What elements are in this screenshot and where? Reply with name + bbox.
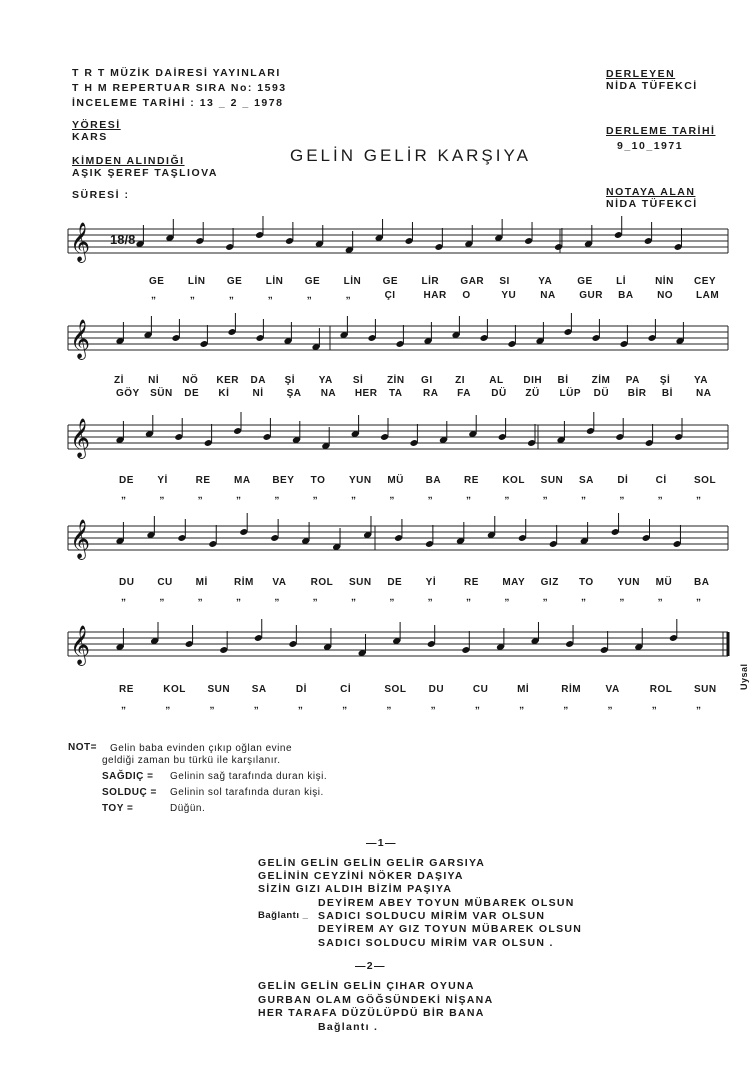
song-title: GELİN GELİR KARŞIYA [290, 146, 531, 165]
duration-label: SÜRESİ : [72, 189, 130, 201]
lyric-syllable: Yİ [157, 475, 168, 486]
lyric-syllable: BA [694, 577, 710, 588]
lyric-syllable: LİN [343, 276, 362, 287]
lyric-syllable-second: „ [389, 592, 396, 603]
lyric-syllable: RİM [561, 684, 582, 695]
lyric-syllable-second: Kİ [218, 388, 230, 399]
lyric-syllable-second: „ [474, 700, 482, 711]
collection-date-value: 9_10_1971 [617, 140, 684, 152]
verse-1-marker: —1— [366, 837, 397, 849]
source-label: KİMDEN ALINDIĞI [72, 155, 185, 167]
lyric-syllable-second: „ [159, 490, 166, 501]
lyric-syllable-second: „ [581, 490, 588, 501]
lyric-syllable: Sİ [352, 375, 364, 386]
lyric-syllable-second: „ [504, 592, 511, 603]
lyric-syllable-second: „ [197, 490, 205, 501]
lyric-syllable: YUN [349, 475, 372, 486]
lyric-syllable-second: „ [619, 490, 626, 501]
lyric-syllable-second: „ [159, 592, 166, 603]
treble-clef-icon: 𝄞 [70, 319, 91, 359]
lyric-syllable: RE [464, 475, 479, 486]
lyric-syllable-second: „ [542, 490, 550, 501]
lyric-syllable: Dİ [295, 684, 307, 695]
lyric-syllable-second: „ [696, 700, 703, 711]
def-desc-sagdic: Gelinin sağ tarafında duran kişi. [170, 771, 328, 782]
collection-date-label: DERLEME TARİHİ [606, 125, 716, 137]
lyric-syllable-second: „ [121, 490, 128, 501]
lyric-syllable: GE [382, 276, 399, 287]
lyric-syllable: SA [579, 475, 594, 486]
compiler-value: NİDA TÜFEKCİ [606, 80, 698, 92]
verse-1-line-3: SİZİN GIZI ALDIH BİZİM PAŞIYA [258, 883, 453, 895]
lyric-syllable: GE [577, 276, 593, 287]
lyric-syllable-second: ZÜ [525, 388, 540, 399]
lyric-syllable-second: „ [563, 700, 570, 711]
lyric-syllable-second: „ [581, 592, 588, 603]
lyric-syllable: GAR [460, 276, 485, 287]
lyric-syllable-second: „ [189, 290, 197, 301]
lyric-syllable: AL [489, 375, 504, 386]
lyric-syllable-second: GÖY [116, 388, 140, 399]
lyric-syllable: KOL [163, 684, 186, 695]
def-term-solduc: SOLDUÇ = [102, 787, 157, 798]
lyric-syllable-second: „ [657, 490, 665, 501]
lyric-syllable-second: „ [228, 290, 236, 301]
verse-1-line-1: GELİN GELİN GELİN GELİR GARSIYA [258, 857, 486, 869]
lyric-syllable-second: „ [236, 490, 243, 501]
lyric-syllable-second: „ [519, 700, 526, 711]
lyric-syllable: BA [425, 475, 442, 486]
lyric-syllable-second: NA [320, 388, 337, 399]
lyric-syllable: GE [149, 276, 165, 287]
lyric-syllable-second: ŞA [286, 388, 302, 399]
lyric-syllable: MA [234, 475, 251, 486]
lyric-syllable: RİM [234, 577, 254, 588]
lyric-syllable-second: „ [696, 490, 703, 501]
lyric-syllable: DE [119, 475, 134, 486]
lyric-syllable: Mİ [517, 684, 530, 695]
lyric-syllable: VA [272, 577, 287, 588]
publisher-line: T R T MÜZİK DAİRESİ YAYINLARI [72, 67, 281, 79]
def-term-toy: TOY = [102, 803, 134, 814]
lyric-syllable: CU [157, 577, 173, 588]
lyric-syllable-second: TA [388, 388, 403, 399]
lyric-syllable: SOL [384, 684, 407, 695]
lyric-syllable: GI [421, 375, 433, 386]
lyric-syllable: Şİ [284, 375, 296, 386]
lyric-syllable: RE [195, 475, 211, 486]
verse-1-line-5: SADICI SOLDUCU MİRİM VAR OLSUN [318, 910, 546, 922]
note-line-1: Gelin baba evinden çıkıp oğlan evine [110, 743, 293, 754]
review-date-line: İNCELEME TARİHİ : 13 _ 2 _ 1978 [72, 97, 284, 109]
lyric-syllable: DA [250, 375, 266, 386]
lyric-syllable: SUN [694, 684, 717, 695]
lyric-syllable-second: „ [312, 592, 320, 603]
lyric-syllable: PA [625, 375, 640, 386]
notation-label: NOTAYA ALAN [606, 186, 696, 198]
tempo-side-note: Uysal [739, 663, 749, 690]
lyric-syllable: NİN [655, 276, 674, 287]
notation-value: NİDA TÜFEKCİ [606, 198, 698, 210]
lyric-syllable: LİR [421, 276, 440, 287]
lyric-syllable-second: YU [501, 290, 517, 301]
lyric-syllable-second: „ [121, 700, 128, 711]
lyric-syllable: SUN [349, 577, 372, 588]
lyric-syllable-second: „ [312, 490, 320, 501]
lyric-syllable-second: „ [165, 700, 172, 711]
lyric-syllable-second: „ [197, 592, 205, 603]
verse-1-line-7: SADICI SOLDUCU MİRİM VAR OLSUN . [318, 937, 554, 949]
lyric-syllable-second: „ [236, 592, 243, 603]
lyric-syllable-second: Bİ [661, 388, 673, 399]
lyric-syllable-second: „ [209, 700, 216, 711]
verse-2-baglanti: Bağlantı . [318, 1021, 379, 1033]
lyric-syllable: Bİ [557, 375, 569, 386]
lyric-syllable: Nİ [148, 375, 160, 386]
lyric-syllable: Zİ [114, 375, 124, 386]
lyric-syllable-second: „ [504, 490, 511, 501]
treble-clef-icon: 𝄞 [70, 418, 91, 458]
lyric-syllable: ZİN [386, 375, 405, 386]
lyric-syllable-second: „ [389, 490, 396, 501]
lyric-syllable-second: „ [619, 592, 626, 603]
verse-2-marker: —2— [355, 960, 386, 972]
lyric-syllable: BEY [272, 475, 295, 486]
lyric-syllable: GE [226, 276, 243, 287]
lyric-syllable: VA [605, 684, 620, 695]
def-term-sagdic: SAĞDIÇ = [102, 771, 154, 782]
lyric-syllable: ROL [310, 577, 334, 588]
lyric-syllable: RE [464, 577, 479, 588]
lyric-syllable-second: HAR [423, 290, 447, 301]
lyric-syllable: MAY [502, 577, 526, 588]
lyric-syllable-second: „ [657, 592, 665, 603]
lyric-syllable-second: „ [466, 490, 473, 501]
lyric-syllable-second: „ [651, 700, 659, 711]
lyric-syllable: SA [251, 684, 267, 695]
lyric-syllable-second: DE [184, 388, 200, 399]
lyric-syllable: DU [428, 684, 445, 695]
def-desc-toy: Düğün. [170, 803, 206, 814]
lyric-syllable: Dİ [617, 475, 629, 486]
lyric-syllable-second: LÜP [559, 388, 582, 399]
lyric-syllable-second: DÜ [593, 388, 610, 399]
lyric-syllable: KER [216, 375, 239, 386]
lyric-syllable: GIZ [540, 577, 559, 588]
lyric-syllable-second: „ [696, 592, 703, 603]
lyric-syllable: MÜ [387, 475, 404, 486]
verse-2-line-1: GELİN GELİN GELİN ÇIHAR OYUNA [258, 980, 475, 992]
lyric-syllable: Mİ [195, 577, 208, 588]
note-label: NOT= [68, 742, 97, 753]
verse-1-line-4: DEYİREM ABEY TOYUN MÜBAREK OLSUN [318, 897, 575, 909]
lyric-syllable: YA [318, 375, 333, 386]
lyric-syllable-second: SÜN [150, 388, 173, 399]
lyric-syllable-second: „ [427, 592, 435, 603]
lyric-syllable-second: „ [274, 592, 281, 603]
lyric-syllable-second: „ [274, 490, 281, 501]
lyric-syllable-second: „ [253, 700, 261, 711]
lyric-syllable: Lİ [616, 276, 627, 287]
lyric-syllable: LİN [187, 276, 206, 287]
baglanti-label: Bağlantı _ [258, 910, 309, 921]
lyric-syllable: LİN [265, 276, 284, 287]
region-value: KARS [72, 131, 108, 143]
lyric-syllable-second: „ [466, 592, 473, 603]
lyric-syllable-second: FA [457, 388, 471, 399]
lyric-syllable: KOL [502, 475, 525, 486]
lyric-syllable: TO [579, 577, 594, 588]
repertoire-line: T H M REPERTUAR SIRA No: 1593 [72, 82, 287, 94]
lyric-syllable: ZİM [591, 375, 611, 386]
compiler-label: DERLEYEN [606, 68, 676, 80]
lyric-syllable-second: NA [696, 388, 712, 399]
lyric-syllable-second: „ [542, 592, 550, 603]
lyric-syllable-second: NA [540, 290, 556, 301]
lyric-syllable: DIH [523, 375, 543, 386]
lyric-syllable-second: „ [121, 592, 128, 603]
treble-clef-icon: 𝄞 [70, 519, 91, 559]
time-signature: 18/8 [110, 232, 136, 247]
lyric-syllable-second: Nİ [252, 388, 264, 399]
lyric-syllable-second: GUR [579, 290, 603, 301]
lyric-syllable: DU [119, 577, 135, 588]
lyric-syllable-second: NO [657, 290, 674, 301]
lyric-syllable: Yİ [425, 577, 437, 588]
lyric-syllable-second: LAM [696, 290, 720, 301]
lyric-syllable: CEY [694, 276, 717, 287]
lyric-syllable-second: „ [342, 700, 349, 711]
lyric-syllable-second: „ [607, 700, 615, 711]
lyric-syllable: DE [387, 577, 403, 588]
lyric-syllable-second: BA [618, 290, 634, 301]
lyric-syllable-second: „ [267, 290, 275, 301]
lyric-syllable-second: RA [423, 388, 439, 399]
lyric-syllable-second: „ [386, 700, 393, 711]
lyric-syllable: ROL [649, 684, 673, 695]
verse-2-line-3: HER TARAFA DÜZÜLÜPDÜ BİR BANA [258, 1007, 485, 1019]
lyric-syllable-second: „ [151, 290, 158, 301]
verse-1-line-2: GELİNİN CEYZİNİ NÖKER DAŞIYA [258, 870, 464, 882]
lyric-syllable: ZI [455, 375, 466, 386]
verse-2-line-2: GURBAN OLAM GÖĞSÜNDEKİ NİŞANA [258, 994, 494, 1006]
lyric-syllable-second: „ [297, 700, 305, 711]
note-line-2: geldiği zaman bu türkü ile karşılanır. [102, 755, 281, 766]
lyric-syllable: SUN [540, 475, 564, 486]
verse-1-line-6: DEYİREM AY GIZ TOYUN MÜBAREK OLSUN [318, 923, 583, 935]
lyric-syllable: YUN [617, 577, 640, 588]
treble-clef-icon: 𝄞 [70, 222, 91, 262]
lyric-syllable: YA [694, 375, 708, 386]
lyric-syllable-second: DÜ [491, 388, 507, 399]
lyric-syllable: GE [304, 276, 321, 287]
lyric-syllable-second: „ [430, 700, 438, 711]
lyric-syllable-second: „ [345, 290, 353, 301]
lyric-syllable-second: HER [354, 388, 378, 399]
lyric-syllable: SUN [207, 684, 231, 695]
treble-clef-icon: 𝄞 [70, 625, 91, 665]
lyric-syllable: NÖ [182, 375, 199, 386]
lyric-syllable: YA [538, 276, 553, 287]
region-label: YÖRESİ [72, 119, 121, 131]
lyric-syllable-second: „ [351, 490, 358, 501]
lyric-syllable: MÜ [655, 577, 673, 588]
lyric-syllable-second: ÇI [384, 290, 396, 301]
lyric-syllable-second: BİR [627, 388, 647, 399]
lyric-syllable: Cİ [655, 475, 667, 486]
lyric-syllable: Cİ [340, 684, 352, 695]
lyric-syllable: SI [499, 276, 510, 287]
lyric-syllable: TO [310, 475, 326, 486]
lyric-syllable-second: O [462, 290, 471, 301]
lyric-syllable-second: „ [306, 290, 314, 301]
source-value: AŞIK ŞEREF TAŞLIOVA [72, 167, 218, 179]
lyric-syllable: RE [119, 684, 134, 695]
def-desc-solduc: Gelinin sol tarafında duran kişi. [170, 787, 324, 798]
lyric-syllable-second: „ [427, 490, 435, 501]
lyric-syllable-second: „ [351, 592, 358, 603]
lyric-syllable: CU [472, 684, 489, 695]
lyric-syllable: SOL [694, 475, 717, 486]
lyric-syllable: Şİ [659, 375, 671, 386]
